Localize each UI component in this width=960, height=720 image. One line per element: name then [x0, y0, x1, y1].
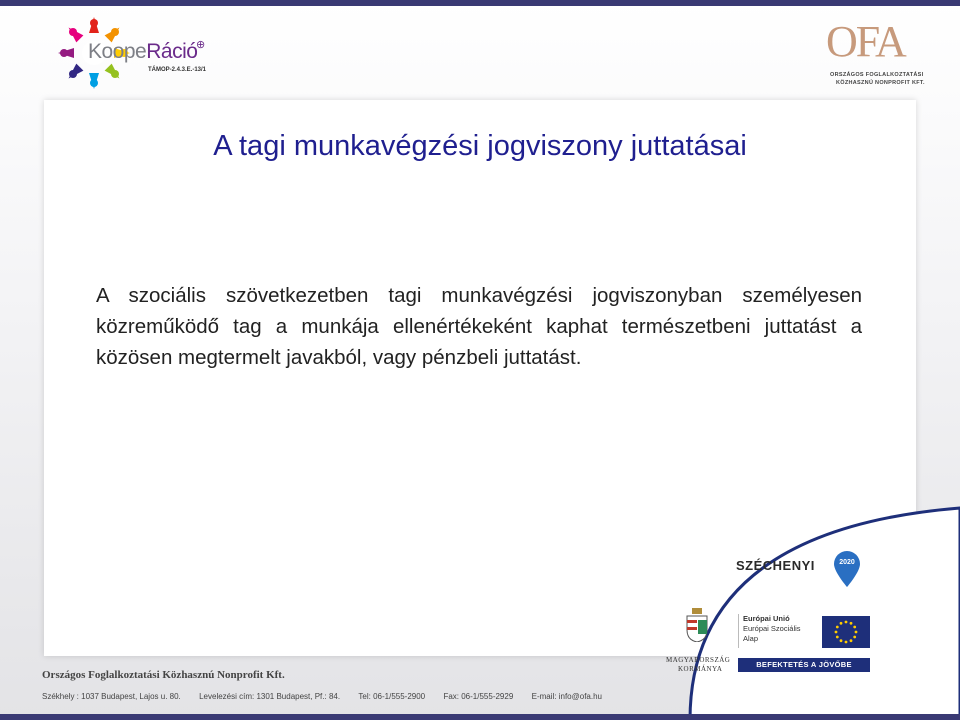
- slide-body-text: A szociális szövetkezetben tagi munkavégzési jogviszonyban személyesen közreműködő tag a munkája ellenértékeként kaphat természetbeni juttatást a közösen megtermelt javakból, vagy pénzbeli juttatást.: [96, 284, 862, 369]
- plus-circle-icon: ⊕: [196, 39, 206, 51]
- eu-flag-icon: [822, 616, 870, 648]
- magyarorszag-label: MAGYARORSZÁG: [666, 656, 731, 664]
- top-stripe: [0, 0, 960, 6]
- eu-line-fund: Alap: [743, 634, 759, 643]
- bottom-stripe: [0, 714, 960, 720]
- ofa-logo: [820, 16, 924, 94]
- ofa-subtitle-line2: KÖZHASZNÚ NONPROFIT KFT.: [836, 80, 925, 86]
- coat-of-arms-icon: [685, 608, 709, 642]
- map-pin-icon: [832, 550, 862, 588]
- year-2020: 2020: [839, 559, 855, 566]
- footer-organization: Országos Foglalkoztatási Közhasznú Nonprofit Kft.: [42, 669, 285, 681]
- slogan-banner: BEFEKTETÉS A JÖVŐBE: [738, 658, 870, 672]
- footer-phone: Tel: 06-1/555-2900: [358, 692, 426, 701]
- footer-address: Székhely : 1037 Budapest, Lajos u. 80.: [42, 692, 181, 701]
- kooperacio-wordmark: KoopeRáció: [88, 40, 198, 63]
- eu-line-social: Európai Szociális: [743, 624, 801, 633]
- kooperacio-logo: [54, 14, 234, 92]
- ofa-subtitle-line1: ORSZÁGOS FOGLALKOZTATÁSI: [830, 72, 924, 78]
- program-code: TÁMOP-2.4.3.E.-13/1: [148, 67, 207, 73]
- eu-line-union: Európai Unió: [743, 614, 790, 623]
- footer-contacts: [42, 692, 602, 701]
- ofa-wordmark: OFA: [826, 17, 905, 66]
- footer-mailing-address: Levelezési cím: 1301 Budapest, Pf.: 84.: [199, 692, 341, 701]
- footer-email: E-mail: info@ofa.hu: [531, 692, 602, 701]
- szechenyi-2020-badge: [660, 490, 960, 720]
- footer-fax: Fax: 06-1/555-2929: [443, 692, 514, 701]
- szechenyi-label: SZÉCHENYI: [736, 558, 815, 573]
- kormanya-label: KORMÁNYA: [678, 665, 723, 673]
- slide-title: A tagi munkavégzési jogviszony juttatásai: [213, 130, 747, 162]
- badge-arc-shape: [660, 490, 960, 720]
